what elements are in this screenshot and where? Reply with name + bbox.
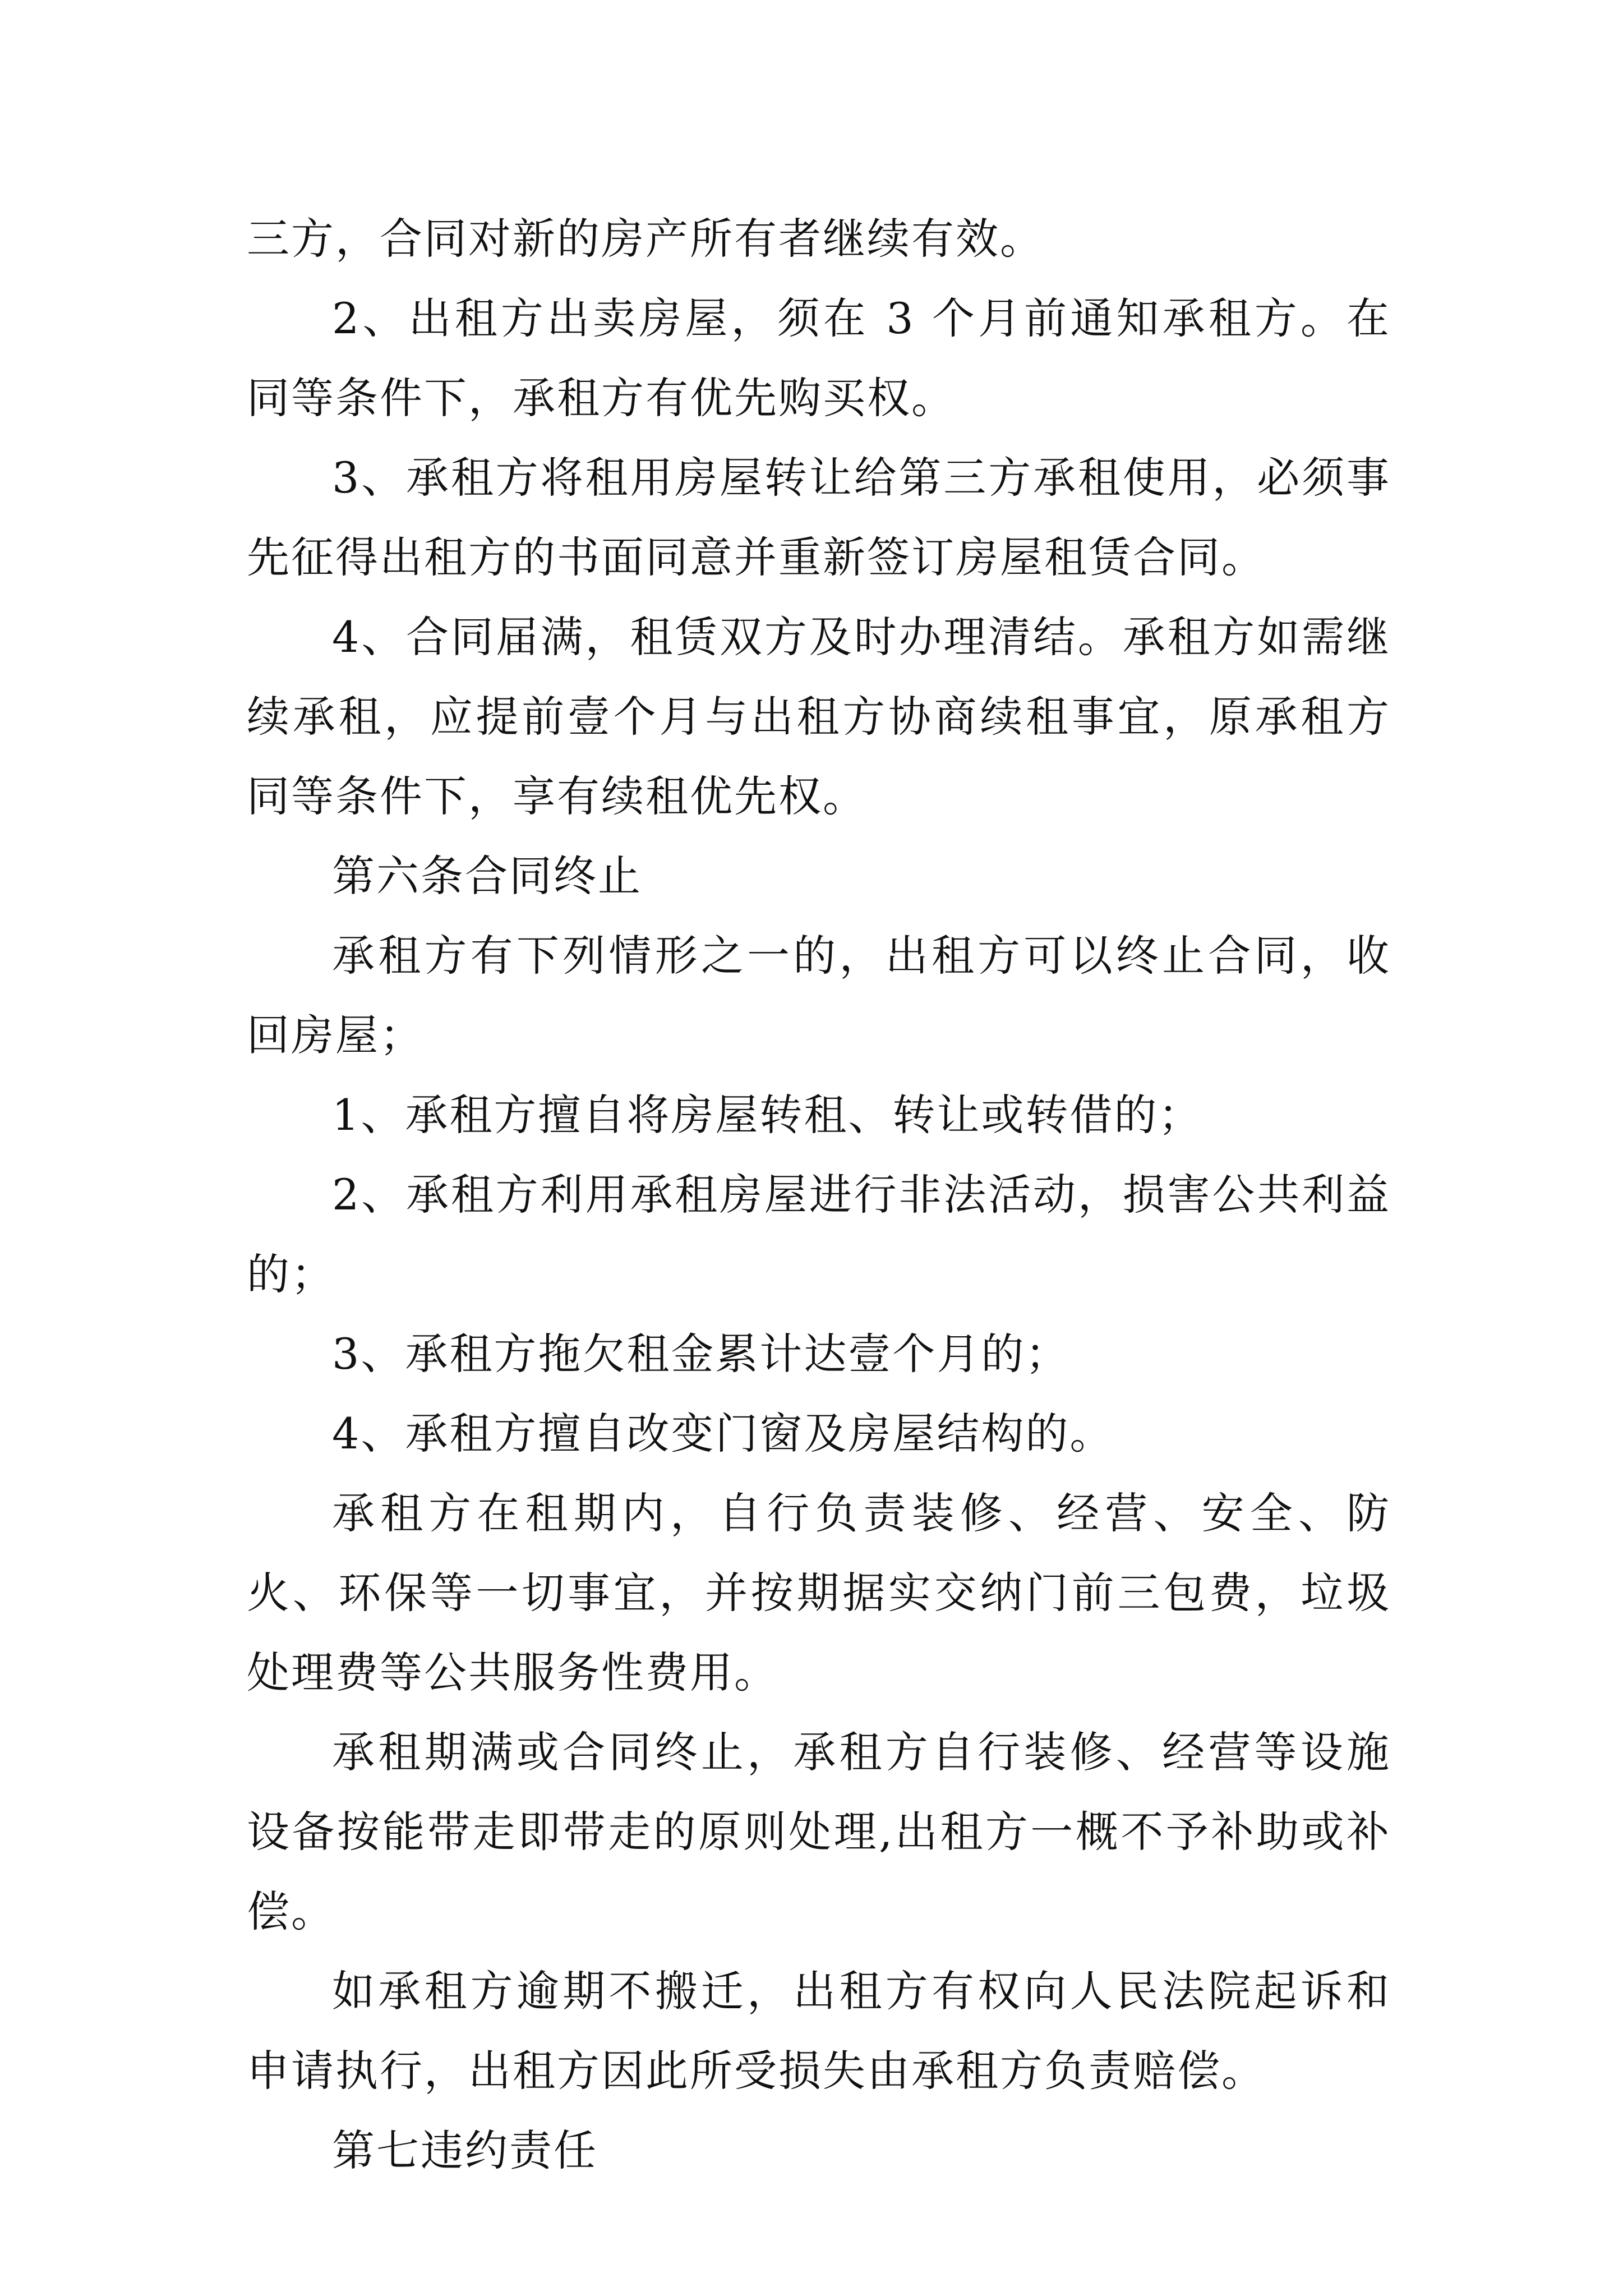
- clause-3-sublease: 3、承租方将租用房屋转让给第三方承租使用，必须事先征得出租方的书面同意并重新签订房屋租赁合同。: [247, 453, 1391, 582]
- termination-item-2: 2、承租方利用承租房屋进行非法活动，损害公共利益的；: [247, 1170, 1391, 1299]
- document-body: [247, 199, 1391, 2191]
- termination-intro: 承租方有下列情形之一的，出租方可以终止合同，收回房屋；: [247, 931, 1391, 1060]
- paragraph-continuation: 三方，合同对新的房产所有者继续有效。: [247, 214, 1044, 264]
- termination-item-4: 4、承租方擅自改变门窗及房屋结构的。: [332, 1409, 1114, 1458]
- termination-item-3: 3、承租方拖欠租金累计达壹个月的；: [332, 1329, 1070, 1379]
- section-heading-termination: 第六条合同终止: [332, 851, 642, 901]
- clause-2-sale-notice: 2、出租方出卖房屋，须在 3 个月前通知承租方。在同等条件下，承租方有优先购买权。: [247, 293, 1391, 423]
- overdue-relocation: 如承租方逾期不搬迁，出租方有权向人民法院起诉和申请执行，出租方因此所受损失由承租方负责赔偿。: [247, 1966, 1391, 2096]
- termination-item-1: 1、承租方擅自将房屋转租、转让或转借的；: [332, 1090, 1203, 1140]
- facilities-handling: 承租期满或合同终止，承租方自行装修、经营等设施设备按能带走即带走的原则处理,出租方一概不予补助或补偿。: [247, 1727, 1391, 1936]
- section-heading-liability: 第七违约责任: [332, 2125, 598, 2175]
- clause-4-renewal: 4、合同届满，租赁双方及时办理清结。承租方如需继续承租，应提前壹个月与出租方协商续租事宜，原承租方同等条件下，享有续租优先权。: [247, 612, 1391, 821]
- tenant-responsibilities: 承租方在租期内，自行负责装修、经营、安全、防火、环保等一切事宜，并按期据实交纳门前三包费，垃圾处理费等公共服务性费用。: [247, 1488, 1391, 1697]
